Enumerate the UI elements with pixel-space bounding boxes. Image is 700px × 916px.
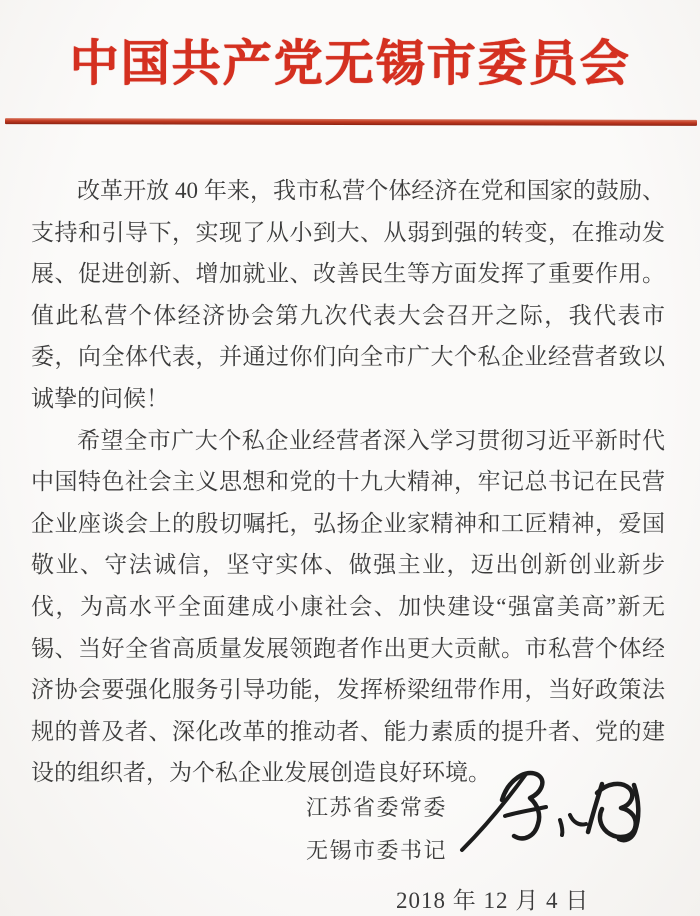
handwritten-signature <box>450 760 665 855</box>
signer-titles <box>306 786 447 872</box>
letter-paragraph: 希望全市广大个私企业经营者深入学习贯彻习近平新时代中国特色社会主义思想和党的十九大精神，牢记总书记在民营企业座谈会上的殷切嘱托，弘扬企业家精神和工匠精神，爱国敬业、守法诚信，坚守实体、做强主业，迈出创新创业新步伐，为高水平全面建成小康社会、加快建设“强富美高”新无锡、当好全省高质量发展领跑者作出更大贡献。市私营个体经济协会要强化服务引导功能，发挥桥梁纽带作用，当好政策法规的普及者、深化改革的推动者、能力素质的提升者、党的建设的组织者，为个私企业发展创造良好环境。 <box>31 427 665 786</box>
signer-title-line1: 江苏省委常委 <box>306 795 448 820</box>
letterhead-title: 中国共产党无锡市委员会 <box>69 36 631 91</box>
letterhead-divider-rule <box>5 118 697 126</box>
letter-paragraph: 改革开放 40 年来，我市私营个体经济在党和国家的鼓励、支持和引导下，实现了从小到大、从弱到强的转变，在推动发展、促进创新、增加就业、改善民生等方面发挥了重要作用。值此私营个体经济协会第九次代表大会召开之际，我代表市委，向全体代表，并通过你们向全市广大个私企业经营者致以诚挚的问候！ <box>31 178 665 411</box>
signer-title-line2: 无锡市委书记 <box>306 838 448 863</box>
letter-date: 2018 年 12 月 4 日 <box>396 888 590 913</box>
letter-body <box>31 170 665 794</box>
